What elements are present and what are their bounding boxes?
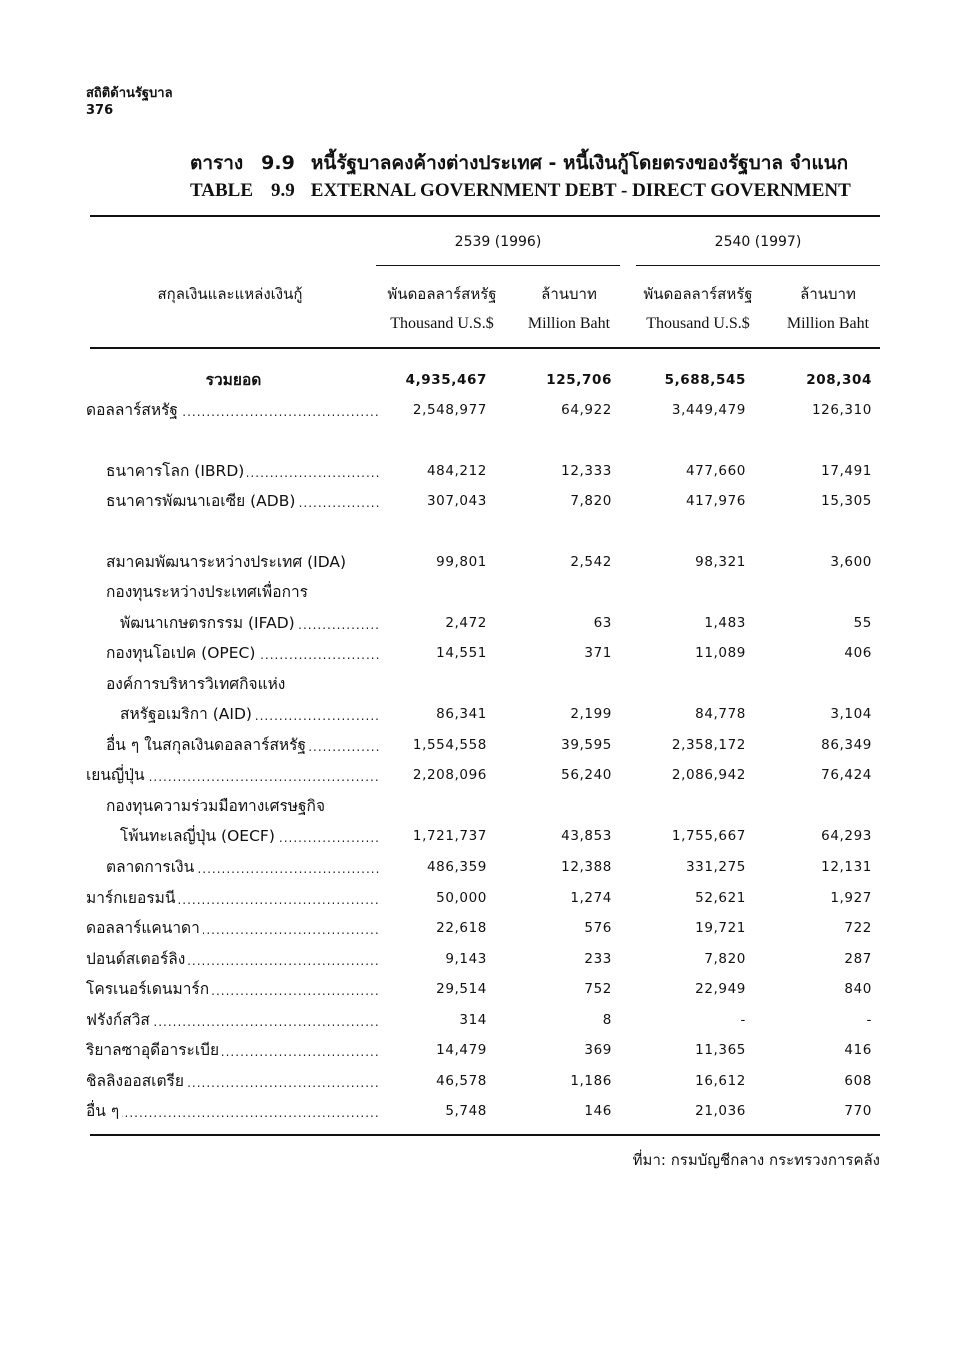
table-row bbox=[0, 821, 966, 851]
table-row bbox=[0, 974, 966, 1004]
usd-1996-cell: 86,341 bbox=[436, 706, 487, 722]
baht-1996-cell: 64,922 bbox=[561, 402, 612, 418]
row-label bbox=[86, 1005, 380, 1035]
baht-1997-cell: - bbox=[866, 1012, 872, 1028]
baht-1996-cell: 233 bbox=[584, 951, 612, 967]
usd-1997-cell: 2,086,942 bbox=[671, 767, 746, 783]
table-title-thai bbox=[190, 148, 848, 178]
baht-1996-cell bbox=[500, 791, 612, 821]
baht-1997-cell: 416 bbox=[844, 1042, 872, 1058]
row-label bbox=[106, 852, 380, 882]
col-baht-en: Million Baht bbox=[527, 315, 611, 332]
table-row bbox=[0, 852, 966, 882]
table-row bbox=[0, 486, 966, 516]
baht-1997-cell: 770 bbox=[844, 1103, 872, 1119]
header-bottom-rule bbox=[90, 347, 880, 349]
col-baht-en: Million Baht bbox=[786, 315, 870, 332]
row-label-text: ดอลลาร์แคนาดา bbox=[86, 919, 203, 937]
row-label-text: ปอนด์สเตอร์ลิง bbox=[86, 950, 188, 968]
row-label-text: กองทุนโอเปค (OPEC) bbox=[106, 644, 258, 662]
baht-1997-cell: 15,305 bbox=[821, 493, 872, 509]
title-text-english: EXTERNAL GOVERNMENT DEBT - DIRECT GOVERNMENT bbox=[310, 180, 851, 201]
table-row bbox=[0, 699, 966, 729]
usd-1997-cell: 417,976 bbox=[685, 493, 746, 509]
baht-1997-cell: 840 bbox=[844, 981, 872, 997]
baht-1997-cell bbox=[760, 669, 872, 699]
baht-1997-cell: 76,424 bbox=[821, 767, 872, 783]
baht-1997-cell: 64,293 bbox=[821, 828, 872, 844]
usd-1997-cell: 7,820 bbox=[704, 951, 746, 967]
row-label bbox=[90, 365, 380, 395]
table-top-rule bbox=[90, 215, 880, 217]
row-label bbox=[86, 1035, 380, 1065]
baht-1996-cell: 369 bbox=[584, 1042, 612, 1058]
row-label bbox=[86, 974, 380, 1004]
baht-1996-cell: 2,542 bbox=[570, 554, 612, 570]
usd-1997-cell: 11,365 bbox=[695, 1042, 746, 1058]
running-header-section: สถิติด้านรัฐบาล bbox=[86, 86, 173, 101]
row-label bbox=[86, 395, 380, 425]
row-label bbox=[120, 699, 380, 729]
usd-1996-cell: 1,554,558 bbox=[412, 737, 487, 753]
usd-1997-cell: 331,275 bbox=[685, 859, 746, 875]
page-number: 376 bbox=[86, 103, 114, 118]
row-label bbox=[86, 944, 380, 974]
baht-1997-cell: 608 bbox=[844, 1073, 872, 1089]
usd-1996-cell: 314 bbox=[459, 1012, 487, 1028]
row-label bbox=[120, 608, 380, 638]
table-row bbox=[0, 608, 966, 638]
row-label-text: อื่น ๆ bbox=[86, 1102, 122, 1120]
baht-1996-cell: 2,199 bbox=[570, 706, 612, 722]
row-label-text: ดอลลาร์สหรัฐ bbox=[86, 401, 181, 419]
baht-1997-cell: 17,491 bbox=[821, 463, 872, 479]
usd-1996-cell: 484,212 bbox=[426, 463, 487, 479]
row-label bbox=[86, 760, 380, 790]
table-row bbox=[0, 395, 966, 425]
table-row bbox=[0, 760, 966, 790]
table-number-english: 9.9 bbox=[271, 180, 295, 201]
baht-1996-cell: 1,274 bbox=[570, 890, 612, 906]
table-bottom-rule bbox=[90, 1134, 880, 1136]
source-note: ที่มา: กรมบัญชีกลาง กระทรวงการคลัง bbox=[632, 1151, 880, 1169]
row-label bbox=[86, 1096, 380, 1126]
baht-1997-cell: 3,600 bbox=[830, 554, 872, 570]
usd-1996-cell: 2,208,096 bbox=[412, 767, 487, 783]
baht-1996-cell bbox=[500, 577, 612, 607]
usd-1996-cell: 2,472 bbox=[445, 615, 487, 631]
table-row bbox=[0, 944, 966, 974]
usd-1996-cell: 14,551 bbox=[436, 645, 487, 661]
table-row bbox=[0, 883, 966, 913]
row-header-text: สกุลเงินและแหล่งเงินกู้ bbox=[157, 285, 303, 303]
table-title-english bbox=[190, 180, 851, 202]
row-label-text: ฟรังก์สวิส bbox=[86, 1011, 153, 1029]
usd-1996-cell: 1,721,737 bbox=[412, 828, 487, 844]
baht-1996-cell: 1,186 bbox=[570, 1073, 612, 1089]
usd-1997-cell: 1,755,667 bbox=[671, 828, 746, 844]
row-label bbox=[106, 486, 380, 516]
baht-1997-cell: 722 bbox=[844, 920, 872, 936]
baht-1996-cell: 8 bbox=[602, 1012, 612, 1028]
row-label bbox=[86, 1066, 380, 1096]
title-label-thai: ตาราง bbox=[190, 152, 244, 174]
baht-1996-cell: 146 bbox=[584, 1103, 612, 1119]
row-label bbox=[106, 791, 380, 821]
row-label-text: รวมยอด bbox=[206, 371, 265, 389]
col-usd-en: Thousand U.S.$ bbox=[646, 315, 750, 332]
year-1997-rule bbox=[636, 265, 880, 266]
title-label-english: TABLE bbox=[190, 180, 254, 201]
row-label bbox=[106, 730, 380, 760]
row-label bbox=[106, 577, 380, 607]
usd-1997-cell: - bbox=[740, 1012, 746, 1028]
row-label bbox=[106, 669, 380, 699]
usd-1997-cell: 3,449,479 bbox=[671, 402, 746, 418]
baht-1997-cell bbox=[760, 577, 872, 607]
usd-1997-cell bbox=[630, 669, 746, 699]
baht-1997-cell: 86,349 bbox=[821, 737, 872, 753]
baht-1996-cell: 7,820 bbox=[570, 493, 612, 509]
baht-1996-cell: 43,853 bbox=[561, 828, 612, 844]
usd-1996-cell: 5,748 bbox=[445, 1103, 487, 1119]
usd-1996-cell bbox=[380, 791, 487, 821]
usd-1997-cell: 22,949 bbox=[695, 981, 746, 997]
row-label-text: โพ้นทะเลญี่ปุ่น (OECF) bbox=[120, 827, 278, 845]
col-baht-1997 bbox=[770, 280, 886, 338]
usd-1996-cell: 22,618 bbox=[436, 920, 487, 936]
col-usd-1996 bbox=[372, 280, 512, 338]
baht-1996-cell: 39,595 bbox=[561, 737, 612, 753]
col-usd-th: พันดอลลาร์สหรัฐ bbox=[387, 285, 497, 303]
baht-1996-cell: 56,240 bbox=[561, 767, 612, 783]
table-number-thai: 9.9 bbox=[261, 152, 295, 174]
usd-1996-cell: 4,935,467 bbox=[405, 372, 487, 388]
baht-1996-cell: 371 bbox=[584, 645, 612, 661]
usd-1996-cell: 29,514 bbox=[436, 981, 487, 997]
baht-1996-cell: 63 bbox=[593, 615, 612, 631]
col-usd-th: พันดอลลาร์สหรัฐ bbox=[643, 285, 753, 303]
table-row bbox=[0, 1005, 966, 1035]
row-label-text: มาร์กเยอรมนี bbox=[86, 889, 178, 907]
row-label bbox=[106, 456, 380, 486]
col-usd-1997 bbox=[628, 280, 768, 338]
baht-1997-cell: 126,310 bbox=[811, 402, 872, 418]
usd-1997-cell: 1,483 bbox=[704, 615, 746, 631]
baht-1997-cell: 287 bbox=[844, 951, 872, 967]
usd-1996-cell: 486,359 bbox=[426, 859, 487, 875]
usd-1996-cell bbox=[380, 577, 487, 607]
row-label-text: ธนาคารโลก (IBRD) bbox=[106, 462, 247, 480]
baht-1996-cell: 125,706 bbox=[546, 372, 612, 388]
usd-1996-cell bbox=[380, 669, 487, 699]
usd-1997-cell: 52,621 bbox=[695, 890, 746, 906]
title-text-thai: หนี้รัฐบาลคงค้างต่างประเทศ - หนี้เงินกู้โดยตรงของรัฐบาล จำแนก bbox=[310, 152, 849, 174]
table-row bbox=[0, 577, 966, 607]
usd-1997-cell: 84,778 bbox=[695, 706, 746, 722]
usd-1997-cell: 11,089 bbox=[695, 645, 746, 661]
usd-1996-cell: 307,043 bbox=[426, 493, 487, 509]
baht-1997-cell bbox=[760, 791, 872, 821]
table-row bbox=[0, 669, 966, 699]
usd-1997-cell: 19,721 bbox=[695, 920, 746, 936]
row-label-text: กองทุนระหว่างประเทศเพื่อการ bbox=[106, 583, 311, 601]
row-label-text: ริยาลซาอุดีอาระเบีย bbox=[86, 1041, 222, 1059]
row-label-text: ชิลลิงออสเตรีย bbox=[86, 1072, 187, 1090]
usd-1997-cell bbox=[630, 791, 746, 821]
usd-1996-cell: 99,801 bbox=[436, 554, 487, 570]
table-row bbox=[0, 1096, 966, 1126]
table-row bbox=[0, 913, 966, 943]
baht-1997-cell: 12,131 bbox=[821, 859, 872, 875]
baht-1997-cell: 406 bbox=[844, 645, 872, 661]
usd-1997-cell: 16,612 bbox=[695, 1073, 746, 1089]
row-label-text: ธนาคารพัฒนาเอเซีย (ADB) bbox=[106, 492, 298, 510]
row-label-text: อื่น ๆ ในสกุลเงินดอลลาร์สหรัฐ bbox=[106, 736, 309, 754]
row-label-text: พัฒนาเกษตรกรรม (IFAD) bbox=[120, 614, 298, 632]
col-baht-th: ล้านบาท bbox=[800, 285, 856, 303]
row-label bbox=[106, 638, 380, 668]
row-label-text: สหรัฐอเมริกา (AID) bbox=[120, 705, 255, 723]
usd-1997-cell: 98,321 bbox=[695, 554, 746, 570]
row-label-text: กองทุนความร่วมมือทางเศรษฐกิจ bbox=[106, 797, 328, 815]
table-row bbox=[0, 456, 966, 486]
usd-1996-cell: 2,548,977 bbox=[412, 402, 487, 418]
year-header-1996: 2539 (1996) bbox=[454, 234, 542, 250]
year-1996-rule bbox=[376, 265, 620, 266]
table-row bbox=[0, 1035, 966, 1065]
table-row bbox=[0, 365, 966, 395]
usd-1997-cell bbox=[630, 577, 746, 607]
table-row bbox=[0, 730, 966, 760]
year-header-1997: 2540 (1997) bbox=[714, 234, 802, 250]
row-label bbox=[106, 547, 380, 577]
col-baht-1996 bbox=[514, 280, 624, 338]
baht-1997-cell: 1,927 bbox=[830, 890, 872, 906]
row-label-text: องค์การบริหารวิเทศกิจแห่ง bbox=[106, 675, 288, 693]
baht-1996-cell: 752 bbox=[584, 981, 612, 997]
usd-1997-cell: 477,660 bbox=[685, 463, 746, 479]
usd-1996-cell: 14,479 bbox=[436, 1042, 487, 1058]
baht-1996-cell: 12,333 bbox=[561, 463, 612, 479]
baht-1997-cell: 208,304 bbox=[806, 372, 872, 388]
row-label bbox=[86, 913, 380, 943]
row-label bbox=[86, 883, 380, 913]
baht-1997-cell: 3,104 bbox=[830, 706, 872, 722]
row-label-text: เยนญี่ปุ่น bbox=[86, 766, 148, 784]
usd-1997-cell: 5,688,545 bbox=[664, 372, 746, 388]
table-row bbox=[0, 1066, 966, 1096]
usd-1996-cell: 9,143 bbox=[445, 951, 487, 967]
row-label-text: สมาคมพัฒนาระหว่างประเทศ (IDA) bbox=[106, 553, 349, 571]
table-row bbox=[0, 547, 966, 577]
usd-1997-cell: 2,358,172 bbox=[671, 737, 746, 753]
row-label-text: โครเนอร์เดนมาร์ก bbox=[86, 980, 212, 998]
table-row bbox=[0, 791, 966, 821]
row-label bbox=[120, 821, 380, 851]
baht-1997-cell: 55 bbox=[853, 615, 872, 631]
usd-1997-cell: 21,036 bbox=[695, 1103, 746, 1119]
table-row bbox=[0, 638, 966, 668]
col-baht-th: ล้านบาท bbox=[541, 285, 597, 303]
col-usd-en: Thousand U.S.$ bbox=[390, 315, 494, 332]
usd-1996-cell: 50,000 bbox=[436, 890, 487, 906]
baht-1996-cell bbox=[500, 669, 612, 699]
row-header-label bbox=[90, 280, 370, 309]
usd-1996-cell: 46,578 bbox=[436, 1073, 487, 1089]
row-label-text: ตลาดการเงิน bbox=[106, 858, 197, 876]
baht-1996-cell: 12,388 bbox=[561, 859, 612, 875]
baht-1996-cell: 576 bbox=[584, 920, 612, 936]
